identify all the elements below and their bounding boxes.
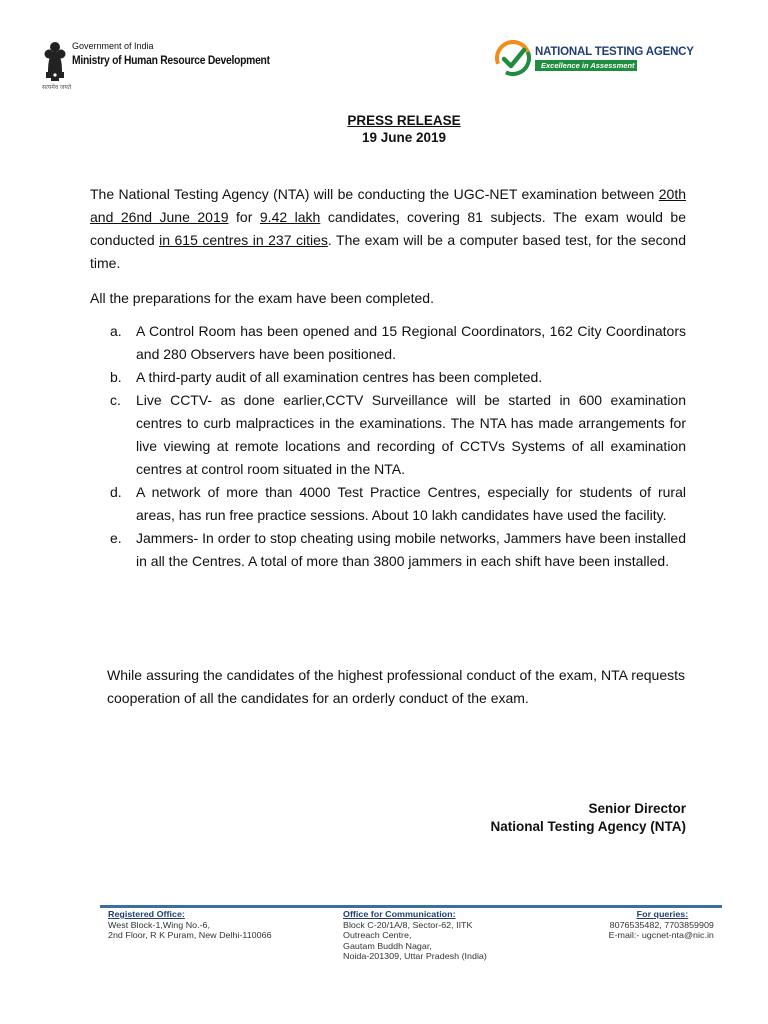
list-item-text: Live CCTV- as done earlier,CCTV Surveillance will be started in 600 examination centres to curb malpractices in the examinations. The NTA has made arrangements for live viewing at remote locations and recording of CCTVs Systems of all examination centres at control room situated in the NTA. [136,392,686,477]
list-marker: a. [110,323,122,339]
preparations-list [90,320,686,573]
queries-heading: For queries: [636,909,689,919]
queries-phone: 8076535482, 7703859909 [609,919,714,930]
ministry-name: Ministry of Human Resource Development [72,53,270,67]
preparations-paragraph: All the preparations for the exam have been completed. [90,290,434,306]
intro-text-2: for [228,209,260,225]
communication-office-line: Outreach Centre, [343,930,412,940]
intro-paragraph [90,183,686,275]
list-marker: c. [110,392,121,408]
centres-cities: in 615 centres in 237 cities [159,232,328,248]
list-marker: b. [110,369,122,385]
list-item [90,366,686,389]
nta-header [495,38,735,78]
registered-office-line: West Block-1,Wing No.-6, [108,919,211,930]
list-item-text: A third-party audit of all examination centres has been completed. [136,369,543,385]
list-marker: d. [110,484,122,500]
footer-divider [100,905,722,908]
list-item [90,527,686,573]
agency-tagline: Excellence in Assessment [535,60,637,71]
emblem-motto: सत्यमेव जयते [42,85,72,91]
exam-dates: 20th and 26nd June 2019 [90,186,686,225]
list-item [90,481,686,527]
candidate-count: 9.42 lakh [259,209,321,225]
list-item [90,320,686,366]
queries-email[interactable]: E-mail:- ugcnet-nta@nic.in [608,930,714,940]
intro-text-1: The National Testing Agency (NTA) will be conducting the UGC-NET examination between [90,186,659,202]
agency-name: NATIONAL TESTING AGENCY [535,46,694,58]
press-release-date: 19 June 2019 [361,130,447,145]
communication-office-line: Gautam Buddh Nagar, [343,940,432,951]
nta-logo-icon [495,40,531,76]
communication-office-heading: Office for Communication: [343,909,456,919]
list-item [90,389,686,481]
footer-communication-office [343,909,487,962]
registered-office-heading: Registered Office: [108,909,185,919]
signatory-designation: Senior Director [588,801,686,816]
intro-text-4: . The exam will be a computer based test, for the second time. [90,232,687,271]
communication-office-line: Noida-201309, Uttar Pradesh (India) [343,951,487,961]
list-item-text: A Control Room has been opened and 15 Regional Coordinators, 162 City Coordinators and 280 Observers have been positioned. [136,323,686,362]
ministry-header [40,38,280,94]
press-release-heading: PRESS RELEASE [347,113,461,128]
intro-text-3: candidates, covering 81 subjects. The exam would be conducted [90,209,686,248]
list-marker: e. [110,530,122,546]
registered-office-line: 2nd Floor, R K Puram, New Delhi-110066 [108,930,272,940]
closing-paragraph: While assuring the candidates of the highest professional conduct of the exam, NTA requests cooperation of all the candidates for an orderly conduct of the exam. [107,667,685,706]
footer-registered-office [108,909,272,941]
list-item-text: Jammers- In order to stop cheating using mobile networks, Jammers have been installed in all the Centres. A total of more than 3800 jammers in each shift have been installed. [136,530,686,569]
government-line: Government of India [72,41,154,51]
signatory-organisation: National Testing Agency (NTA) [490,819,686,834]
list-item-text: A network of more than 4000 Test Practice Centres, especially for students of rural areas, has run free practice sessions. About 10 lakh candidates have used the facility. [136,484,686,523]
communication-office-line: Block C-20/1A/8, Sector-62, IITK [343,919,473,930]
footer-queries [590,909,714,941]
